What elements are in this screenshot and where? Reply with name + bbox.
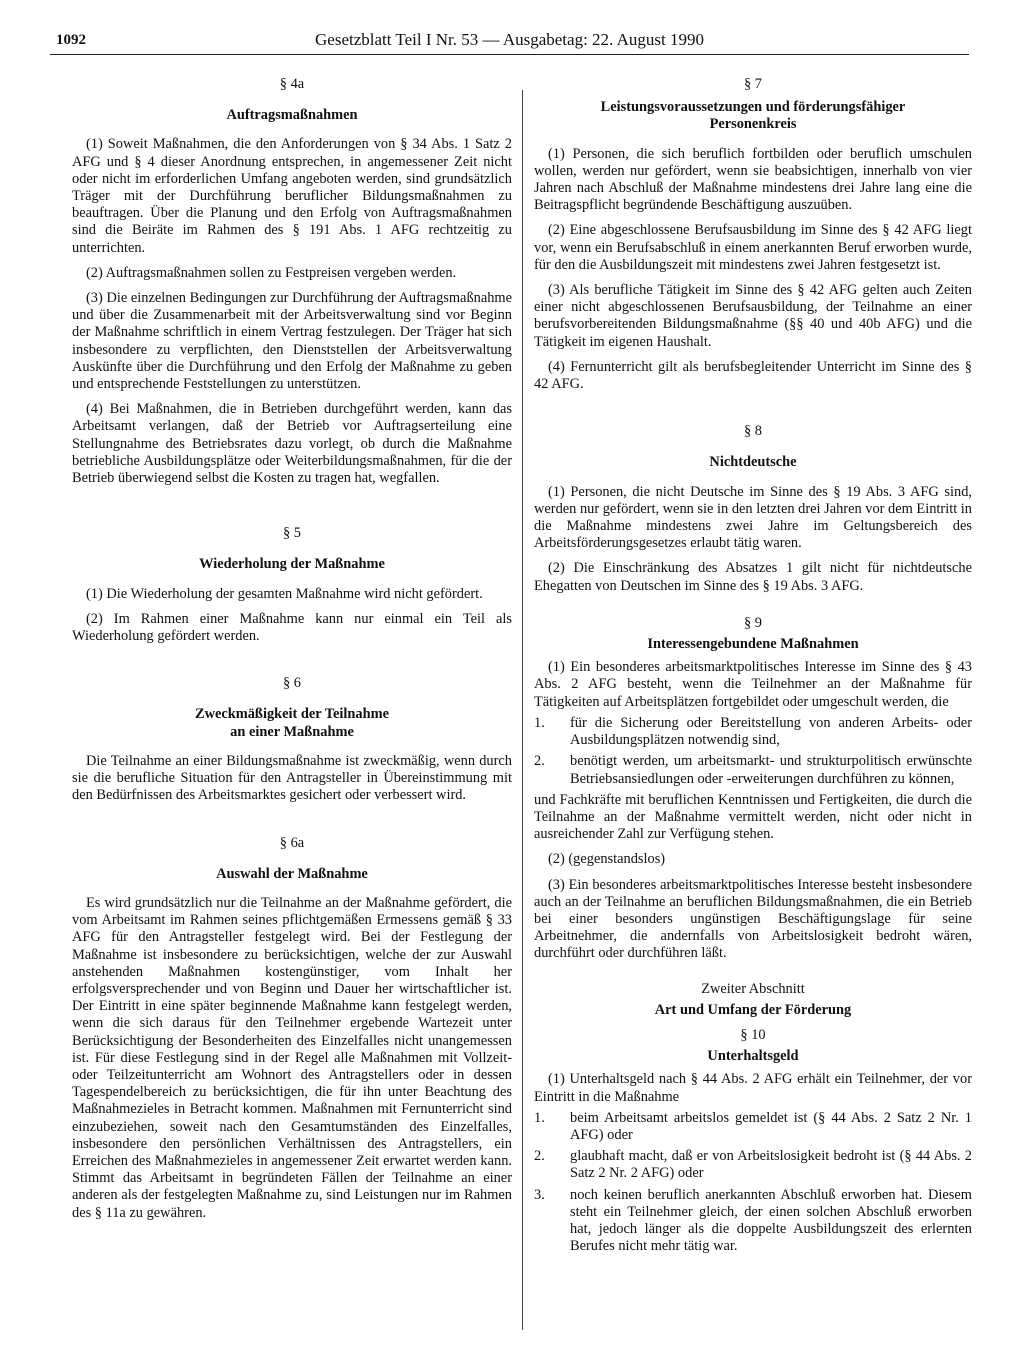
list-item-number: 2. [534,1148,545,1165]
section-10 [534,1027,972,1255]
section-number: § 9 [744,614,762,631]
list-item [534,715,972,749]
chapter-label: Zweiter Abschnitt [701,980,805,997]
list-item [534,1148,972,1182]
list-item-text: für die Sicherung oder Bereitstellung von anderen Arbeits- oder Ausbildungsplätzen notwendig sind, [570,714,972,749]
section-4a [72,76,512,487]
journal-title: Gesetzblatt Teil I Nr. 53 — Ausgabetag: 22. August 1990 [315,30,704,49]
list-item-text: beim Arbeitsamt arbeitslos gemeldet ist (§ 44 Abs. 2 Satz 2 Nr. 1 AFG) oder [570,1109,972,1143]
section-number: § 4a [279,76,305,92]
paragraph: (1) Ein besonderes arbeitsmarktpolitisches Interesse im Sinne des § 43 Abs. 2 AFG besteht, wenn die Teilnehmer an der Maßnahme für Tätigkeiten auf Arbeitsplätzen fortgebildet oder umgeschult werden, die [534,659,972,710]
section-title: Wiederholung der Maßnahme [199,556,385,573]
list-item-text: glaubhaft macht, daß er von Arbeitslosigkeit bedroht ist (§ 44 Abs. 2 Satz 2 Nr. 2 AFG) oder [570,1148,972,1182]
section-number: § 8 [744,423,762,440]
list-item [534,1110,972,1144]
list-item-number: 1. [534,1109,545,1126]
list-item-number: 2. [534,753,545,770]
section-number: § 6 [283,675,301,692]
section-number: § 7 [744,76,762,92]
paragraph: (3) Als berufliche Tätigkeit im Sinne des § 42 AFG gelten auch Zeiten einer nicht abgeschlossenen Berufsausbildung, der Teilnahme an einer berufsvorbereitenden Bildungsmaßnahme (§§ 40 und 40b AFG) und die Tätigkeit im eigenen Haushalt. [534,282,972,350]
paragraph: (1) Unterhaltsgeld nach § 44 Abs. 2 AFG erhält ein Teilnehmer, der vor Eintritt in die Maßnahme [534,1071,972,1105]
section-6a [72,835,512,1222]
list-item-text: benötigt werden, um arbeitsmarkt- und strukturpolitisch erwünschte Betriebsansiedlungen oder -erweiterungen durchführen zu können, [570,753,972,787]
section-title: Nichtdeutsche [709,454,797,471]
section-title-line: Personenkreis [709,116,797,133]
section-title: Auswahl der Maßnahme [216,865,368,882]
paragraph: (1) Personen, die sich beruflich fortbilden oder beruflich umschulen wollen, werden nur gefördert, wenn sie beabsichtigen, innerhalb von vier Jahren nach Abschluß der Maßnahme mindestens drei Jahre lang eine die Beitragspflicht begründende Beschäftigung auszuüben. [534,145,972,214]
list-item-number: 3. [534,1186,545,1203]
section-number: § 5 [283,525,301,542]
left-column [72,76,512,1230]
list-item [534,753,972,787]
right-column [534,76,972,1259]
section-8 [534,423,972,595]
list-item-text: noch keinen beruflich anerkannten Abschluß erworben hat. Diesem steht ein Teilnehmer gleich, der einen solchen Abschluß erworben hat, jedoch länger als die doppelte Ausbildungszeit des erlernten Berufes nicht mehr tätig war. [570,1186,972,1255]
paragraph: (2) (gegenstandslos) [548,851,666,868]
paragraph: (4) Fernunterricht gilt als berufsbegleitender Unterricht im Sinne des § 42 AFG. [534,358,972,393]
paragraph: Die Teilnahme an einer Bildungsmaßnahme ist zweckmäßig, wenn durch sie die berufliche Situation für den Antragsteller in Übereinstimmung mit den Bedürfnissen des Arbeitsmarktes gesichert oder verbessert wird. [72,752,512,804]
paragraph: (1) Personen, die nicht Deutsche im Sinne des § 19 Abs. 3 AFG sind, werden nur gefördert, wenn sie in den letzten drei Jahren vor dem Eintritt in die Maßnahme mindestens zwei Jahre im Geltungsbereich des Arbeitsförderungsgesetzes erlaubt tätig waren. [534,483,972,552]
paragraph: Es wird grundsätzlich nur die Teilnahme an der Maßnahme gefördert, die vom Arbeitsamt im Rahmen seines pflichtgemäßen Ermessens gemäß § 33 AFG für den Antragsteller festgelegt wird. Bei der Festlegung der Maßnahme ist insbesondere zu berücksichtigen, welche der zur Auswahl anstehenden Maßnahmen kostengünstiger, vom Inhalt her erfolgsversprechender und von Beginn und Dauer her wirtschaftlicher ist. Der Eintritt in eine später beginnende Maßnahme kann festgelegt werden, wenn die sich daraus für den Teilnehmer ergebende Wartezeit unter Berücksichtigung der Besonderheiten des Einzelfalles nicht unangemessen ist. Für diese Festlegung sind in der Regel alle Maßnahmen mit Vollzeit- oder Teilzeitunterricht am Wohnort des Antragstellers oder in dessen Tagespendelbereich zu berücksichtigen, die für ihn unter Beachtung des Maßnahmezieles in Betracht kommen. Maßnahmen mit Fernunterricht sind einzubeziehen, soweit nach den Gesamtumständen des Einzelfalles, insbesondere den persönlichen Verhältnissen des Antragstellers, ein Erreichen des Maßnahmezieles in angemessener Zeit erwartet werden kann. Stimmt das Arbeitsamt in begründeten Fällen der Teilnahme an einer anderen als der festgelegten Maßnahme zu, sind Leistungen nur im Rahmen des § 11a zu gewähren. [72,894,512,1221]
list-item [534,1187,972,1256]
section-title-line: Zweckmäßigkeit der Teilnahme [194,706,390,723]
section-title [72,706,512,740]
section-5 [72,525,512,645]
paragraph: (2) Auftragsmaßnahmen sollen zu Festpreisen vergeben werden. [86,264,457,281]
page-header [50,28,969,55]
section-title [534,99,972,133]
section-title: Unterhaltsgeld [707,1048,799,1065]
chapter-title: Art und Umfang der Förderung [654,1001,852,1018]
section-9 [534,615,972,963]
paragraph: und Fachkräfte mit beruflichen Kenntnissen und Fertigkeiten, die durch die Teilnahme an der Maßnahme vermittelt werden, nicht oder nicht in ausreichender Zahl zur Verfügung stehen. [534,791,972,843]
section-number: § 10 [740,1026,766,1043]
section-number: § 6a [279,834,305,851]
paragraph: (3) Ein besonderes arbeitsmarktpolitisches Interesse besteht insbesondere auch an der Teilnahme an beruflichen Bildungsmaßnahmen, die ein Betrieb bei einer besonders ungünstigen Beschäftigungslage für seine Arbeitnehmer, die andernfalls von Arbeitslosigkeit bedroht wären, durchführt oder durchführen läßt. [534,876,972,962]
paragraph: (2) Eine abgeschlossene Berufsausbildung im Sinne des § 42 AFG liegt vor, wenn ein Berufsabschluß in einem anerkannten Beruf erworben wurde, für den die Ausbildungszeit mit mindestens zwei Jahren festgesetzt ist. [534,222,972,273]
list-item-number: 1. [534,714,545,731]
section-title: Auftragsmaßnahmen [226,107,358,124]
paragraph: (1) Soweit Maßnahmen, die den Anforderungen von § 34 Abs. 1 Satz 2 AFG und § 4 dieser Anordnung entsprechen, in angemessener Zeit nicht oder nicht im erforderlichen Umfang angeboten werden, sind grundsätzlich Träger mit der Durchführung beruflicher Bildungsmaßnahmen zu beauftragen. Über die Planung und den Erfolg von Auftragsmaßnahmen sind die Beiräte im Rahmen des § 191 Abs. 1 AFG rechtzeitig zu unterrichten. [72,136,512,256]
page-number: 1092 [56,32,86,48]
paragraph: (2) Im Rahmen einer Maßnahme kann nur einmal ein Teil als Wiederholung gefördert werden. [72,610,512,645]
section-title: Interessengebundene Maßnahmen [647,636,859,653]
paragraph: (4) Bei Maßnahmen, die in Betrieben durchgeführt werden, kann das Arbeitsamt verlangen, daß der Betrieb vor Auftragserteilung eine Stellungnahme des Betriebsrates dazu vorlegt, ob durch die Maßnahme betriebliche Ausbildungsplätze oder Weiterbildungsmaßnahmen, für die der Betrieb überwiegend selbst die Kosten zu tragen hat, wegfallen. [72,401,512,487]
section-6 [72,675,512,804]
paragraph: (3) Die einzelnen Bedingungen zur Durchführung der Auftragsmaßnahme und über die Zusammenarbeit mit der Arbeitsverwaltung sind vor Beginn der Maßnahme schriftlich in einem Vertrag festzulegen. Der Träger hat sich insbesondere zu verpflichten, den Dienststellen der Arbeitsverwaltung Auskünfte über die Durchführung und den Erfolg der Maßnahme zu geben und entsprechende Feststellungen zu unterstützen. [72,290,512,393]
column-divider [522,90,523,1330]
section-title-line: an einer Maßnahme [230,723,354,740]
section-7 [534,76,972,393]
paragraph: (1) Die Wiederholung der gesamten Maßnahme wird nicht gefördert. [86,585,483,602]
paragraph: (2) Die Einschränkung des Absatzes 1 gilt nicht für nichtdeutsche Ehegatten von Deutschen im Sinne des § 19 Abs. 3 AFG. [534,560,972,594]
section-title-line: Leistungsvoraussetzungen und förderungsfähiger [600,99,906,116]
